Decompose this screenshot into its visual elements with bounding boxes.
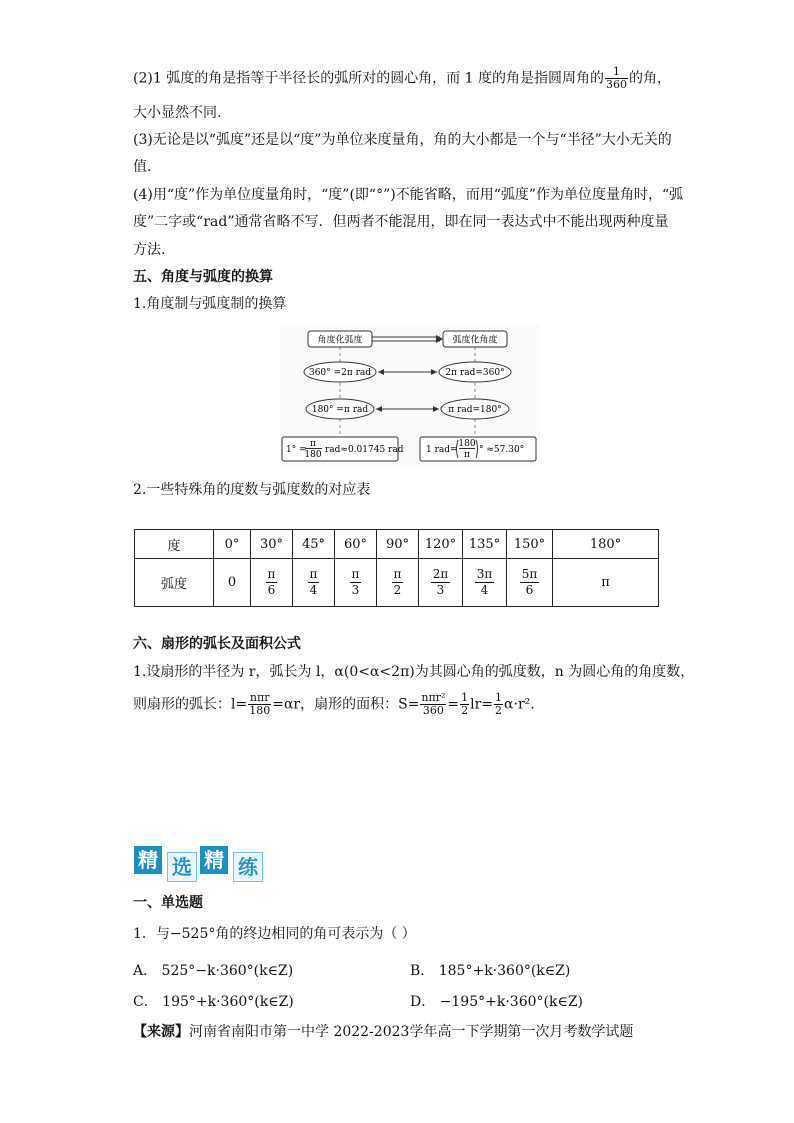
section-6-title: 六、扇形的弧长及面积公式 — [133, 636, 301, 652]
section-6-line-2: 则扇形的弧长：l= $\frac{\text{nπr}}{180}$ =αr，扇形的面积：S= $\frac{\text{nπr²}}{360}$ = $\frac{1}{2}$ lr= $\frac{1}{2}$ α·r². — [133, 691, 535, 717]
table-cell: $\frac{2\pi}{3}$ — [419, 559, 463, 607]
para-3-line-1: (3)无论是以“弧度”还是以“度”为单位来度量角，角的大小都是一个与“半径”大小无关的 — [133, 132, 672, 148]
table-cell: $\frac{\pi}{3}$ — [335, 559, 377, 607]
table-cell: 0° — [214, 530, 251, 559]
section-6-line-1: 1.设扇形的半径为 r，弧长为 l，α(0<α<2π)为其圆心角的弧度数，n 为圆心角的角度数， — [133, 664, 695, 680]
para-2-line-2: 大小显然不同. — [133, 105, 222, 121]
table-cell: 135° — [463, 530, 507, 559]
conversion-diagram — [280, 325, 540, 465]
source-line — [133, 1022, 633, 1042]
svg-text:1° =: 1° = — [286, 445, 307, 455]
svg-text:rad≈0.01745 rad: rad≈0.01745 rad — [325, 445, 404, 455]
ellipse-360-left: 360° =2π rad — [308, 368, 372, 378]
table-cell: $\frac{5\pi}{6}$ — [507, 559, 553, 607]
table-row — [135, 530, 659, 559]
label-rad-to-deg: 弧度化角度 — [452, 335, 498, 346]
table-cell: 弧度 — [135, 559, 214, 607]
para-3-line-2: 值. — [133, 159, 152, 175]
section-5-sub-1: 1.角度制与弧度制的换算 — [133, 296, 287, 312]
fraction: $\frac{1}{360}$ — [606, 65, 627, 91]
table-cell: $\frac{3\pi}{4}$ — [463, 559, 507, 607]
ellipse-360-right: 2π rad=360° — [445, 368, 505, 378]
badge-char: 精 — [134, 846, 162, 874]
table-cell: $\frac{\pi}{2}$ — [377, 559, 419, 607]
para-4-line-3: 方法. — [133, 242, 166, 258]
option-b[interactable]: B． 185°+k·360°(k∈Z) — [410, 963, 571, 979]
table-row — [135, 559, 659, 607]
practice-title: 一、单选题 — [133, 895, 203, 911]
source-text: 河南省南阳市第一中学 2022-2023学年高一下学期第一次月考数学试题 — [189, 1024, 634, 1040]
angle-table — [134, 529, 659, 607]
para-4-line-1: (4)用“度”作为单位度量角时，“度”(即“°”)不能省略，而用“弧度”作为单位度量角时，“弧 — [133, 187, 684, 203]
table-cell: 度 — [135, 530, 214, 559]
option-a[interactable]: A． 525°−k·360°(k∈Z) — [133, 963, 294, 979]
badge-char: 精 — [200, 846, 228, 874]
ellipse-180-left: 180° =π rad — [311, 405, 369, 415]
source-tag: 【来源】 — [133, 1024, 189, 1040]
para-4-line-2: 度”二字或“rad”通常省略不写．但两者不能混用，即在同一表达式中不能出现两种度量 — [133, 214, 669, 230]
svg-text:180: 180 — [458, 439, 476, 449]
table-cell: 90° — [377, 530, 419, 559]
svg-text:1 rad=: 1 rad= — [426, 445, 458, 455]
question-1: 1．与−525°角的终边相同的角可表示为（ ） — [133, 926, 416, 942]
table-cell: 30° — [251, 530, 293, 559]
badge-char: 选 — [167, 852, 197, 882]
para-2-line-1: (2)1 弧度的角是指等于半径长的弧所对的圆心角，而 1 度的角是指圆周角的 $\frac{1}{360}$ 的角， — [133, 65, 671, 91]
svg-text:π: π — [310, 439, 316, 449]
svg-text:π: π — [464, 450, 470, 460]
table-cell: 150° — [507, 530, 553, 559]
svg-text:° ≈57.30°: ° ≈57.30° — [479, 445, 525, 455]
table-cell: 60° — [335, 530, 377, 559]
section-5-sub-2: 2.一些特殊角的度数与弧度数的对应表 — [133, 482, 371, 498]
svg-text:180: 180 — [304, 450, 322, 460]
table-cell: 0 — [214, 559, 251, 607]
option-d[interactable]: D． −195°+k·360°(k∈Z) — [410, 994, 584, 1010]
table-cell: π — [553, 559, 659, 607]
section-5-title: 五、角度与弧度的换算 — [133, 269, 273, 285]
ellipse-180-right: π rad=180° — [448, 405, 502, 415]
label-deg-to-rad: 角度化弧度 — [317, 335, 363, 346]
option-c[interactable]: C． 195°+k·360°(k∈Z) — [133, 994, 294, 1010]
badge-char: 练 — [233, 852, 263, 882]
table-cell: 180° — [553, 530, 659, 559]
table-cell: $\frac{\pi}{4}$ — [293, 559, 335, 607]
table-cell: 120° — [419, 530, 463, 559]
table-cell: $\frac{\pi}{6}$ — [251, 559, 293, 607]
table-cell: 45° — [293, 530, 335, 559]
